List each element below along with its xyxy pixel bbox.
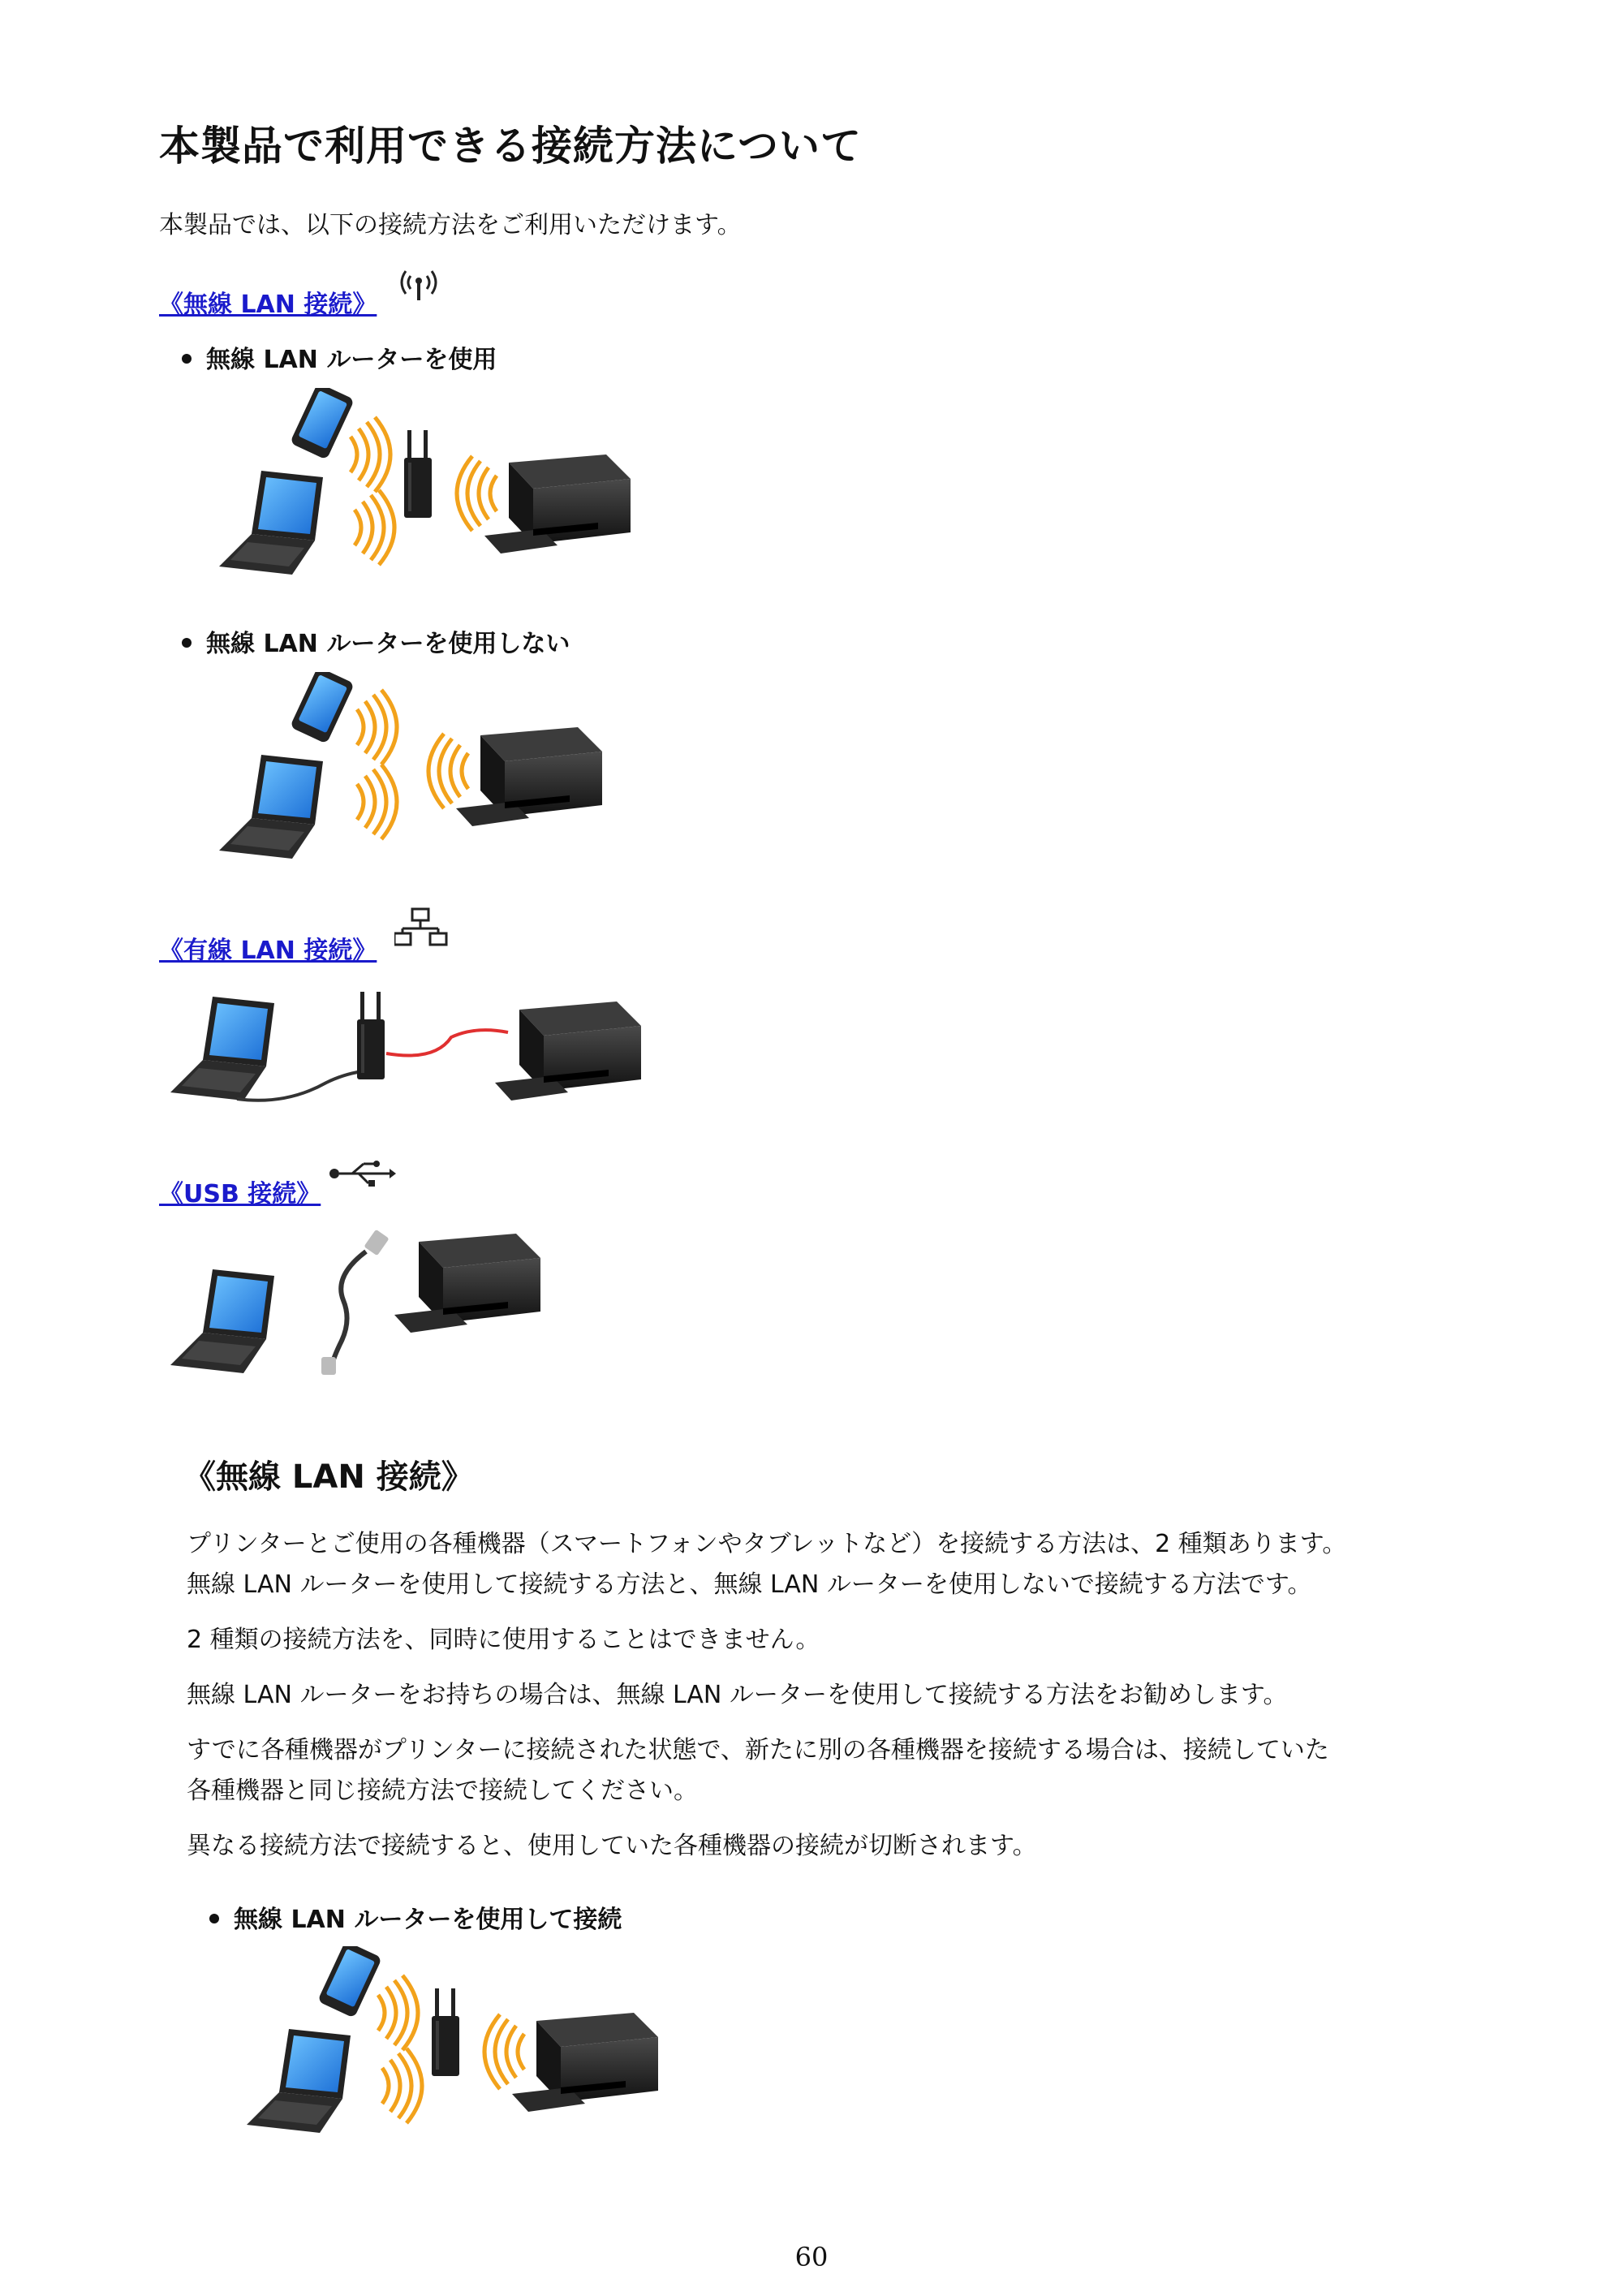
router-icon: [357, 992, 385, 1079]
wave-icon: [357, 765, 397, 839]
usb-link[interactable]: 《USB 接続》: [159, 1180, 321, 1208]
usb-diagram: [159, 1224, 581, 1386]
printer-icon: [484, 454, 631, 554]
page-title: 本製品で利用できる接続方法について: [159, 123, 862, 170]
usb-cable-icon: [321, 1230, 390, 1375]
bullet-wireless-connect: 無線 LAN ルーターを使用して接続: [209, 1899, 622, 1935]
wave-icon: [351, 417, 390, 492]
laptop-icon: [247, 2029, 351, 2133]
wireless-section-heading: 《無線 LAN 接続》: [183, 1458, 474, 1496]
wireless-paragraph-4-line-2: 各種機器と同じ接続方法で接続してください。: [187, 1777, 698, 1805]
wireless-paragraph-5: 異なる接続方法で接続すると、使用していた各種機器の接続が切断されます。: [187, 1832, 1037, 1860]
wireless-paragraph-1-line-1: プリンターとご使用の各種機器（スマートフォンやタブレットなど）を接続する方法は、2 種類あります。: [187, 1530, 1347, 1558]
intro-text: 本製品では、以下の接続方法をご利用いただけます。: [159, 211, 742, 239]
wireless-direct-diagram: [213, 672, 635, 875]
network-icon: [394, 907, 448, 948]
printer-icon: [456, 727, 602, 826]
router-icon: [404, 430, 432, 518]
laptop-icon: [170, 1269, 274, 1373]
wave-icon: [378, 1975, 418, 2050]
wave-icon: [355, 490, 394, 565]
wired-lan-diagram: [162, 980, 665, 1118]
laptop-icon: [219, 471, 323, 575]
printer-icon: [512, 2013, 658, 2112]
smartphone-icon: [290, 672, 355, 744]
smartphone-icon: [290, 388, 355, 460]
wired-lan-link[interactable]: 《有線 LAN 接続》: [159, 937, 377, 965]
laptop-icon: [219, 755, 323, 859]
wireless-paragraph-4-line-1: すでに各種機器がプリンターに接続された状態で、新たに別の各種機器を接続する場合は、接続していた: [187, 1736, 1329, 1764]
bullet-wireless-direct: 無線 LAN ルーターを使用しない: [182, 623, 570, 659]
wireless-lan-link[interactable]: 《無線 LAN 接続》: [159, 291, 377, 319]
smartphone-icon: [317, 1946, 382, 2018]
wave-icon: [382, 2048, 422, 2123]
wireless-paragraph-1-line-2: 無線 LAN ルーターを使用して接続する方法と、無線 LAN ルーターを使用しないで接続する方法です。: [187, 1570, 1312, 1599]
printer-icon: [394, 1234, 540, 1333]
laptop-icon: [170, 997, 274, 1101]
wireless-connect-diagram: [240, 1946, 662, 2149]
wave-icon: [357, 690, 397, 765]
router-icon: [432, 1988, 459, 2076]
wireless-paragraph-3: 無線 LAN ルーターをお持ちの場合は、無線 LAN ルーターを使用して接続する方法をお勧めします。: [187, 1681, 1288, 1709]
wireless-router-diagram: [213, 388, 635, 591]
bullet-wireless-router: 無線 LAN ルーターを使用: [182, 339, 497, 375]
wireless-paragraph-2: 2 種類の接続方法を、同時に使用することはできません。: [187, 1626, 820, 1654]
wifi-icon: [394, 266, 443, 302]
usb-icon: [328, 1159, 396, 1188]
page-number: 60: [794, 2242, 829, 2272]
printer-icon: [495, 1002, 641, 1101]
